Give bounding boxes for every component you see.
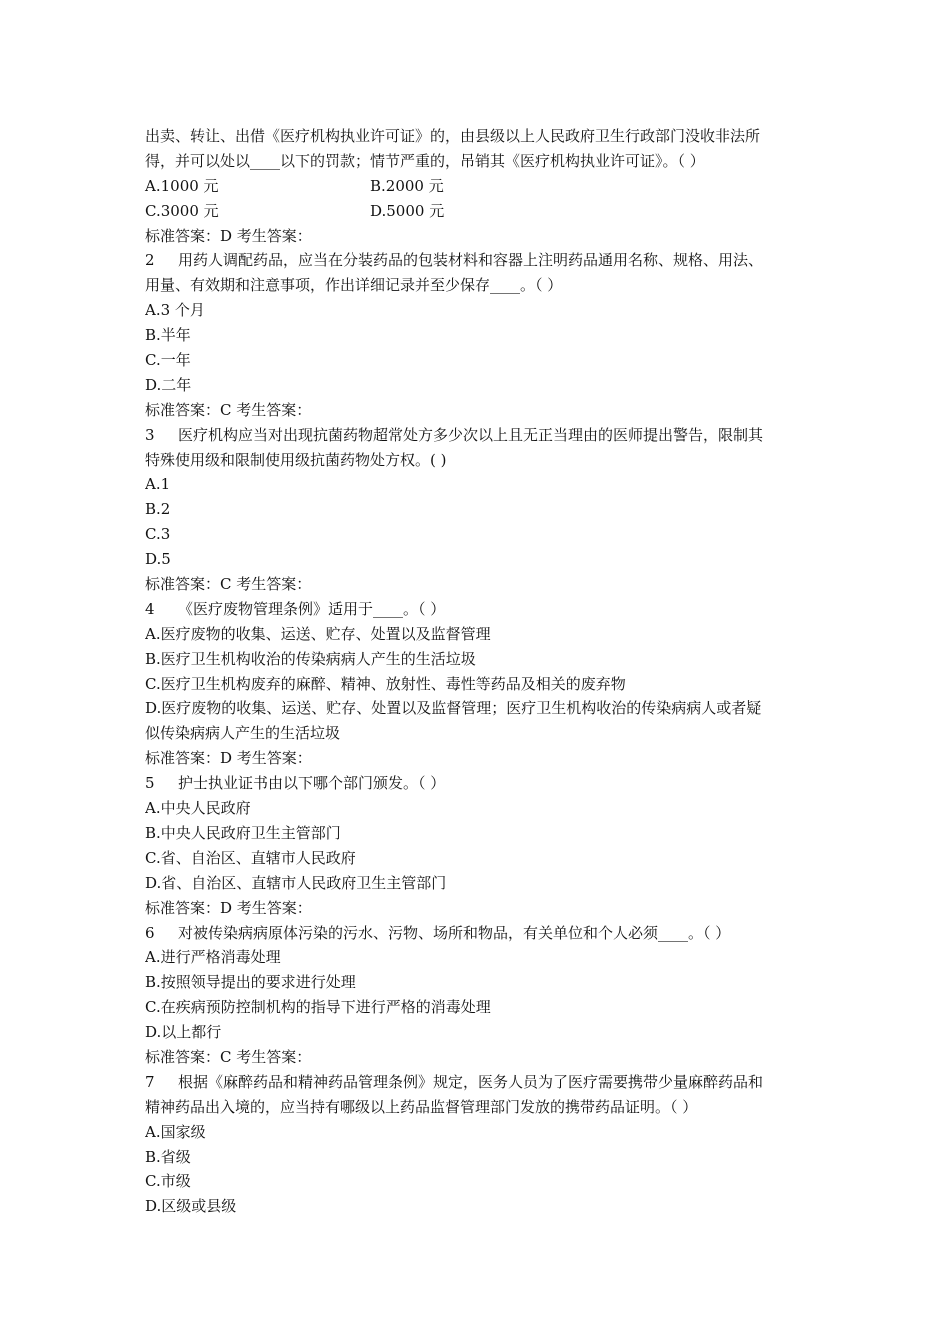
answer-line: 标准答案：C 考生答案： xyxy=(145,400,312,419)
question-text: 医疗机构应当对出现抗菌药物超常处方多少次以上且无正当理由的医师提出警告，限制其 xyxy=(178,425,764,444)
option: D.医疗废物的收集、运送、贮存、处置以及监督管理；医疗卫生机构收治的传染病病人或者疑 xyxy=(145,699,762,718)
question-text-line xyxy=(145,921,810,946)
option: B.医疗卫生机构收治的传染病病人产生的生活垃圾 xyxy=(145,649,476,668)
question-number: 6 xyxy=(145,923,155,942)
option: A.医疗废物的收集、运送、贮存、处置以及监督管理 xyxy=(145,624,491,643)
option: C.在疾病预防控制机构的指导下进行严格的消毒处理 xyxy=(145,998,491,1017)
question-number: 5 xyxy=(145,774,155,793)
option: B.半年 xyxy=(145,326,191,345)
option: C.一年 xyxy=(145,351,191,370)
question-text-line xyxy=(145,1095,810,1120)
answer-line: 标准答案：C 考生答案： xyxy=(145,1047,312,1066)
question-2 xyxy=(145,248,810,422)
option: C.3 xyxy=(145,525,171,544)
question-text: 护士执业证书由以下哪个部门颁发。（ ） xyxy=(178,774,446,793)
question-text-line xyxy=(145,448,810,473)
option: A.3 个月 xyxy=(145,301,205,320)
answer-line: 标准答案：D 考生答案： xyxy=(145,749,312,768)
question-1 xyxy=(145,124,810,248)
question-text: 对被传染病病原体污染的污水、污物、场所和物品，有关单位和个人必须____。（ ） xyxy=(178,923,731,942)
question-5 xyxy=(145,771,810,920)
question-text: 《医疗废物管理条例》适用于____。（ ） xyxy=(178,599,446,618)
question-3 xyxy=(145,423,810,597)
option: C.医疗卫生机构废弃的麻醉、精神、放射性、毒性等药品及相关的废弃物 xyxy=(145,674,626,693)
option: C.市级 xyxy=(145,1172,191,1191)
option-b: B.2000 元 xyxy=(370,176,444,195)
answer-line: 标准答案：D 考生答案： xyxy=(145,898,312,917)
option: A.1 xyxy=(145,475,171,494)
question-text: 用量、有效期和注意事项，作出详细记录并至少保存____。（ ） xyxy=(145,276,563,295)
question-text-line xyxy=(145,273,810,298)
option: B.省级 xyxy=(145,1147,191,1166)
question-text: 精神药品出入境的，应当持有哪级以上药品监督管理部门发放的携带药品证明。（ ） xyxy=(145,1097,698,1116)
question-text-line xyxy=(145,1070,810,1095)
option: D.以上都行 xyxy=(145,1023,222,1042)
question-text-line: 得，并可以处以____以下的罚款；情节严重的，吊销其《医疗机构执业许可证》。（ ） xyxy=(145,151,705,170)
option: C.省、自治区、直辖市人民政府 xyxy=(145,848,356,867)
option: A.国家级 xyxy=(145,1122,206,1141)
question-text-line xyxy=(145,423,810,448)
question-list xyxy=(145,248,810,1219)
option: D.5 xyxy=(145,550,171,569)
question-text: 根据《麻醉药品和精神药品管理条例》规定，医务人员为了医疗需要携带少量麻醉药品和 xyxy=(178,1072,764,1091)
question-text: 特殊使用级和限制使用级抗菌药物处方权。( ) xyxy=(145,450,447,469)
option-row xyxy=(145,174,810,199)
option: B.2 xyxy=(145,500,171,519)
question-text-line xyxy=(145,597,810,622)
question-number: 3 xyxy=(145,425,155,444)
question-text-line xyxy=(145,248,810,273)
option: 似传染病病人产生的生活垃圾 xyxy=(145,724,341,743)
option: D.二年 xyxy=(145,375,192,394)
option-d: D.5000 元 xyxy=(370,201,445,220)
option-a: A.1000 元 xyxy=(145,176,219,195)
answer-line: 标准答案：C 考生答案： xyxy=(145,575,312,594)
option: D.区级或县级 xyxy=(145,1197,237,1216)
option: A.进行严格消毒处理 xyxy=(145,948,281,967)
question-text: 用药人调配药品，应当在分装药品的包装材料和容器上注明药品通用名称、规格、用法、 xyxy=(178,251,764,270)
question-number: 4 xyxy=(145,599,155,618)
option: A.中央人民政府 xyxy=(145,799,251,818)
question-text-line xyxy=(145,771,810,796)
option-c: C.3000 元 xyxy=(145,201,219,220)
option: D.省、自治区、直辖市人民政府卫生主管部门 xyxy=(145,873,447,892)
question-text-line: 出卖、转让、出借《医疗机构执业许可证》的，由县级以上人民政府卫生行政部门没收非法所 xyxy=(145,127,761,145)
question-number: 2 xyxy=(145,251,155,270)
question-number: 7 xyxy=(145,1072,155,1091)
question-6 xyxy=(145,921,810,1070)
document-body xyxy=(145,124,810,1219)
question-7 xyxy=(145,1070,810,1219)
option-row xyxy=(145,199,810,224)
option: B.中央人民政府卫生主管部门 xyxy=(145,823,341,842)
question-4 xyxy=(145,597,810,771)
option: B.按照领导提出的要求进行处理 xyxy=(145,973,356,992)
answer-line: 标准答案：D 考生答案： xyxy=(145,226,312,245)
